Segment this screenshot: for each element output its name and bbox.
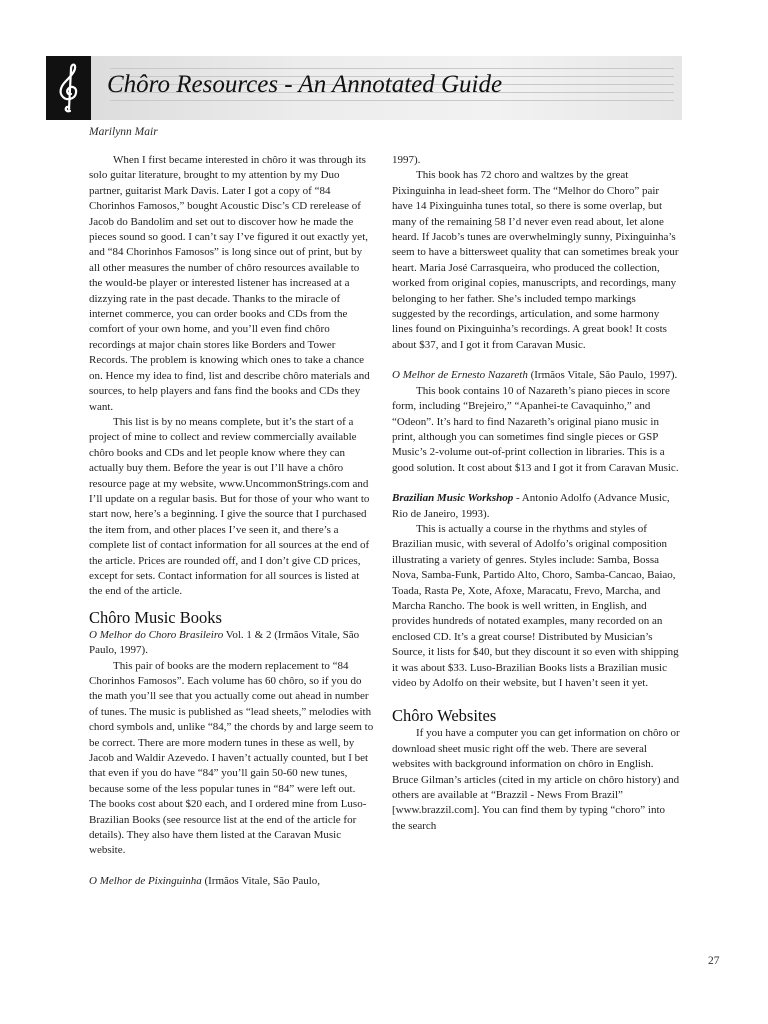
book-publisher: (Irmãos Vitale, São Paulo, 1997). <box>527 369 678 382</box>
staff-line <box>110 68 674 69</box>
book-title: O Melhor de Pixinguinha <box>89 874 202 887</box>
book-publisher: Vol. 1 & 2 (Irmãos Vitale, São Paulo, 1997). <box>89 628 360 657</box>
intro-paragraph-2: This list is by no means complete, but it’s the start of a project of mine to collect and review commercially available chôro books and CDs and let people know where they can actually buy them. Before the year is out I’ll have a chôro resource page at my website, www.UncommonStrings.com and I’ll update on a regular basis. But for those of your who want to start now, here’s a beginning. I give the source that I purchased the item from, and other places I’ve seen it, and there’s a complete list of contact information for all sources at the end of the article. Prices are rounded off, and I don’t give CD prices, except for sets. Contact information for all sources is listed at the end of the article. <box>89 415 370 598</box>
section-heading-websites: Chôro Websites <box>392 706 497 726</box>
book-citation <box>89 874 374 889</box>
intro-paragraph: When I first became interested in chôro it was through its solo guitar literature, brought to my attention by my Duo partner, guitarist Mark Davis. Later I got a copy of “84 Chorinhos Famosos,” bought Acoustic Disc’s CD rerelease of Jacob do Bandolim and set out to discover how he made the pieces sound so good. I can’t say I’ve figured it out exactly yet, and “84 Chorinhos Famosos” is long since out of print, but by all other measures the number of chôro resources available to the would-be player or interested listener has increased at a dizzying rate in the past decade. Thanks to the miracle of internet commerce, you can order books and CDs from the comfort of your own home, and you’ll even find chôro recordings at major chain stores like Borders and Tower Records. The problem is knowing which ones to take a chance on. Hence my idea to find, list and describe chôro materials and sources, to help players and fans find the books and CDs they want. <box>89 154 370 413</box>
right-column <box>392 153 680 834</box>
section-heading-books: Chôro Music Books <box>89 607 222 627</box>
book-review: This book contains 10 of Nazareth’s piano pieces in score form, including “Brejeiro,” “Apanhei-te Cavaquinho,” and “Odeon”. It’s hard to find Nazareth’s original piano music in print, although you can sometimes find single pieces or GSP Music’s 2-volume out-of-print collection in libraries. This is a good solution. It cost about $13 and I got it from Caravan Music. <box>392 384 679 474</box>
book-title: O Melhor de Ernesto Nazareth <box>392 369 528 382</box>
left-column <box>89 153 374 889</box>
author-byline: Marilynn Mair <box>89 126 158 138</box>
book-review: This is actually a course in the rhythms and styles of Brazilian music, with several of Adolfo’s original composition illustrating a variety of genres. Styles include: Samba, Bossa Nova, Samba-Funk, Partido Alto, Choro, Samba-Cancao, Baiao, Toada, Rasta Pe, Xote, Afoxe, Maracatu, Frevo, Marcha, and Marcha Rancho. The book is well written, in English, and provides hundreds of notated examples, many recorded on an enclosed CD. It’s a great course! Distributed by Musician’s Source, it lists for $40, but they discount it so even with shipping it was about $33. Luso-Brazilian Books lists a Brazilian music video by Adolfo on their website, but I haven’t seen it yet. <box>392 522 679 689</box>
book-citation <box>392 368 680 383</box>
book-citation <box>89 628 374 659</box>
book-publisher: (Irmãos Vitale, São Paulo, <box>201 874 321 887</box>
websites-paragraph: If you have a computer you can get information on chôro or download sheet music right off the web. There are several websites with background information on chôro in English. Bruce Gilman’s articles (cited in my article on chôro history) and others are available at “Brazzil - News From Brazil” [www.brazzil.com]. You can find them by typing “choro” into the search <box>392 727 680 832</box>
citation-continued: 1997). <box>392 154 421 166</box>
book-review: This book has 72 choro and waltzes by the great Pixinguinha in lead-sheet form. The “Melhor do Choro” pair have 14 Pixinguinha tunes total, so there is some overlap, but many of the remaining 58 I’d never even read about, let alone heard. If Jacob’s tunes are overwhelmingly sunny, Pixinguinha’s seem to have a bittersweet quality that can sometimes break your heart. Maria José Carrasqueira, who produced the collection, worked from original copies, manuscripts, and recordings, many belonging to her father. She’s included tempo markings suggested by the recordings, articulation, and some harmony lines found on Pixinguinha’s recordings. A great book! It costs about $37, and I got it from Caravan Music. <box>392 169 679 351</box>
staff-line <box>110 100 674 101</box>
book-review: This pair of books are the modern replacement to “84 Chorinhos Famosos”. Each volume has 60 chôro, so if you do the math you’ll see that you actually come out ahead in number of tunes. The music is published as “lead sheets,” melodies with chord symbols and, unlike “84,” the chords by and large seem to be correct. There are more modern tunes in these as well, by Jacob and Waldir Azevedo. I haven’t actually counted, but I bet that even if you do have “84” you’ll gain 50-60 new tunes, because some of the less popular tunes in “84” were left out. The books cost about $20 each, and I ordered mine from Luso-Brazilian Books (see resource list at the end of the article for details). They also have them listed at the Caravan Music website. <box>89 659 374 857</box>
page-number: 27 <box>708 955 720 967</box>
page-title: Chôro Resources - An Annotated Guide <box>107 71 503 98</box>
book-publisher: - Antonio Adolfo (Advance Music, Rio de Janeiro, 1993). <box>392 492 670 520</box>
book-citation <box>392 491 680 522</box>
book-title: O Melhor do Choro Brasileiro <box>89 628 224 641</box>
treble-clef-icon <box>46 56 91 120</box>
book-title: Brazilian Music Workshop <box>392 492 514 505</box>
